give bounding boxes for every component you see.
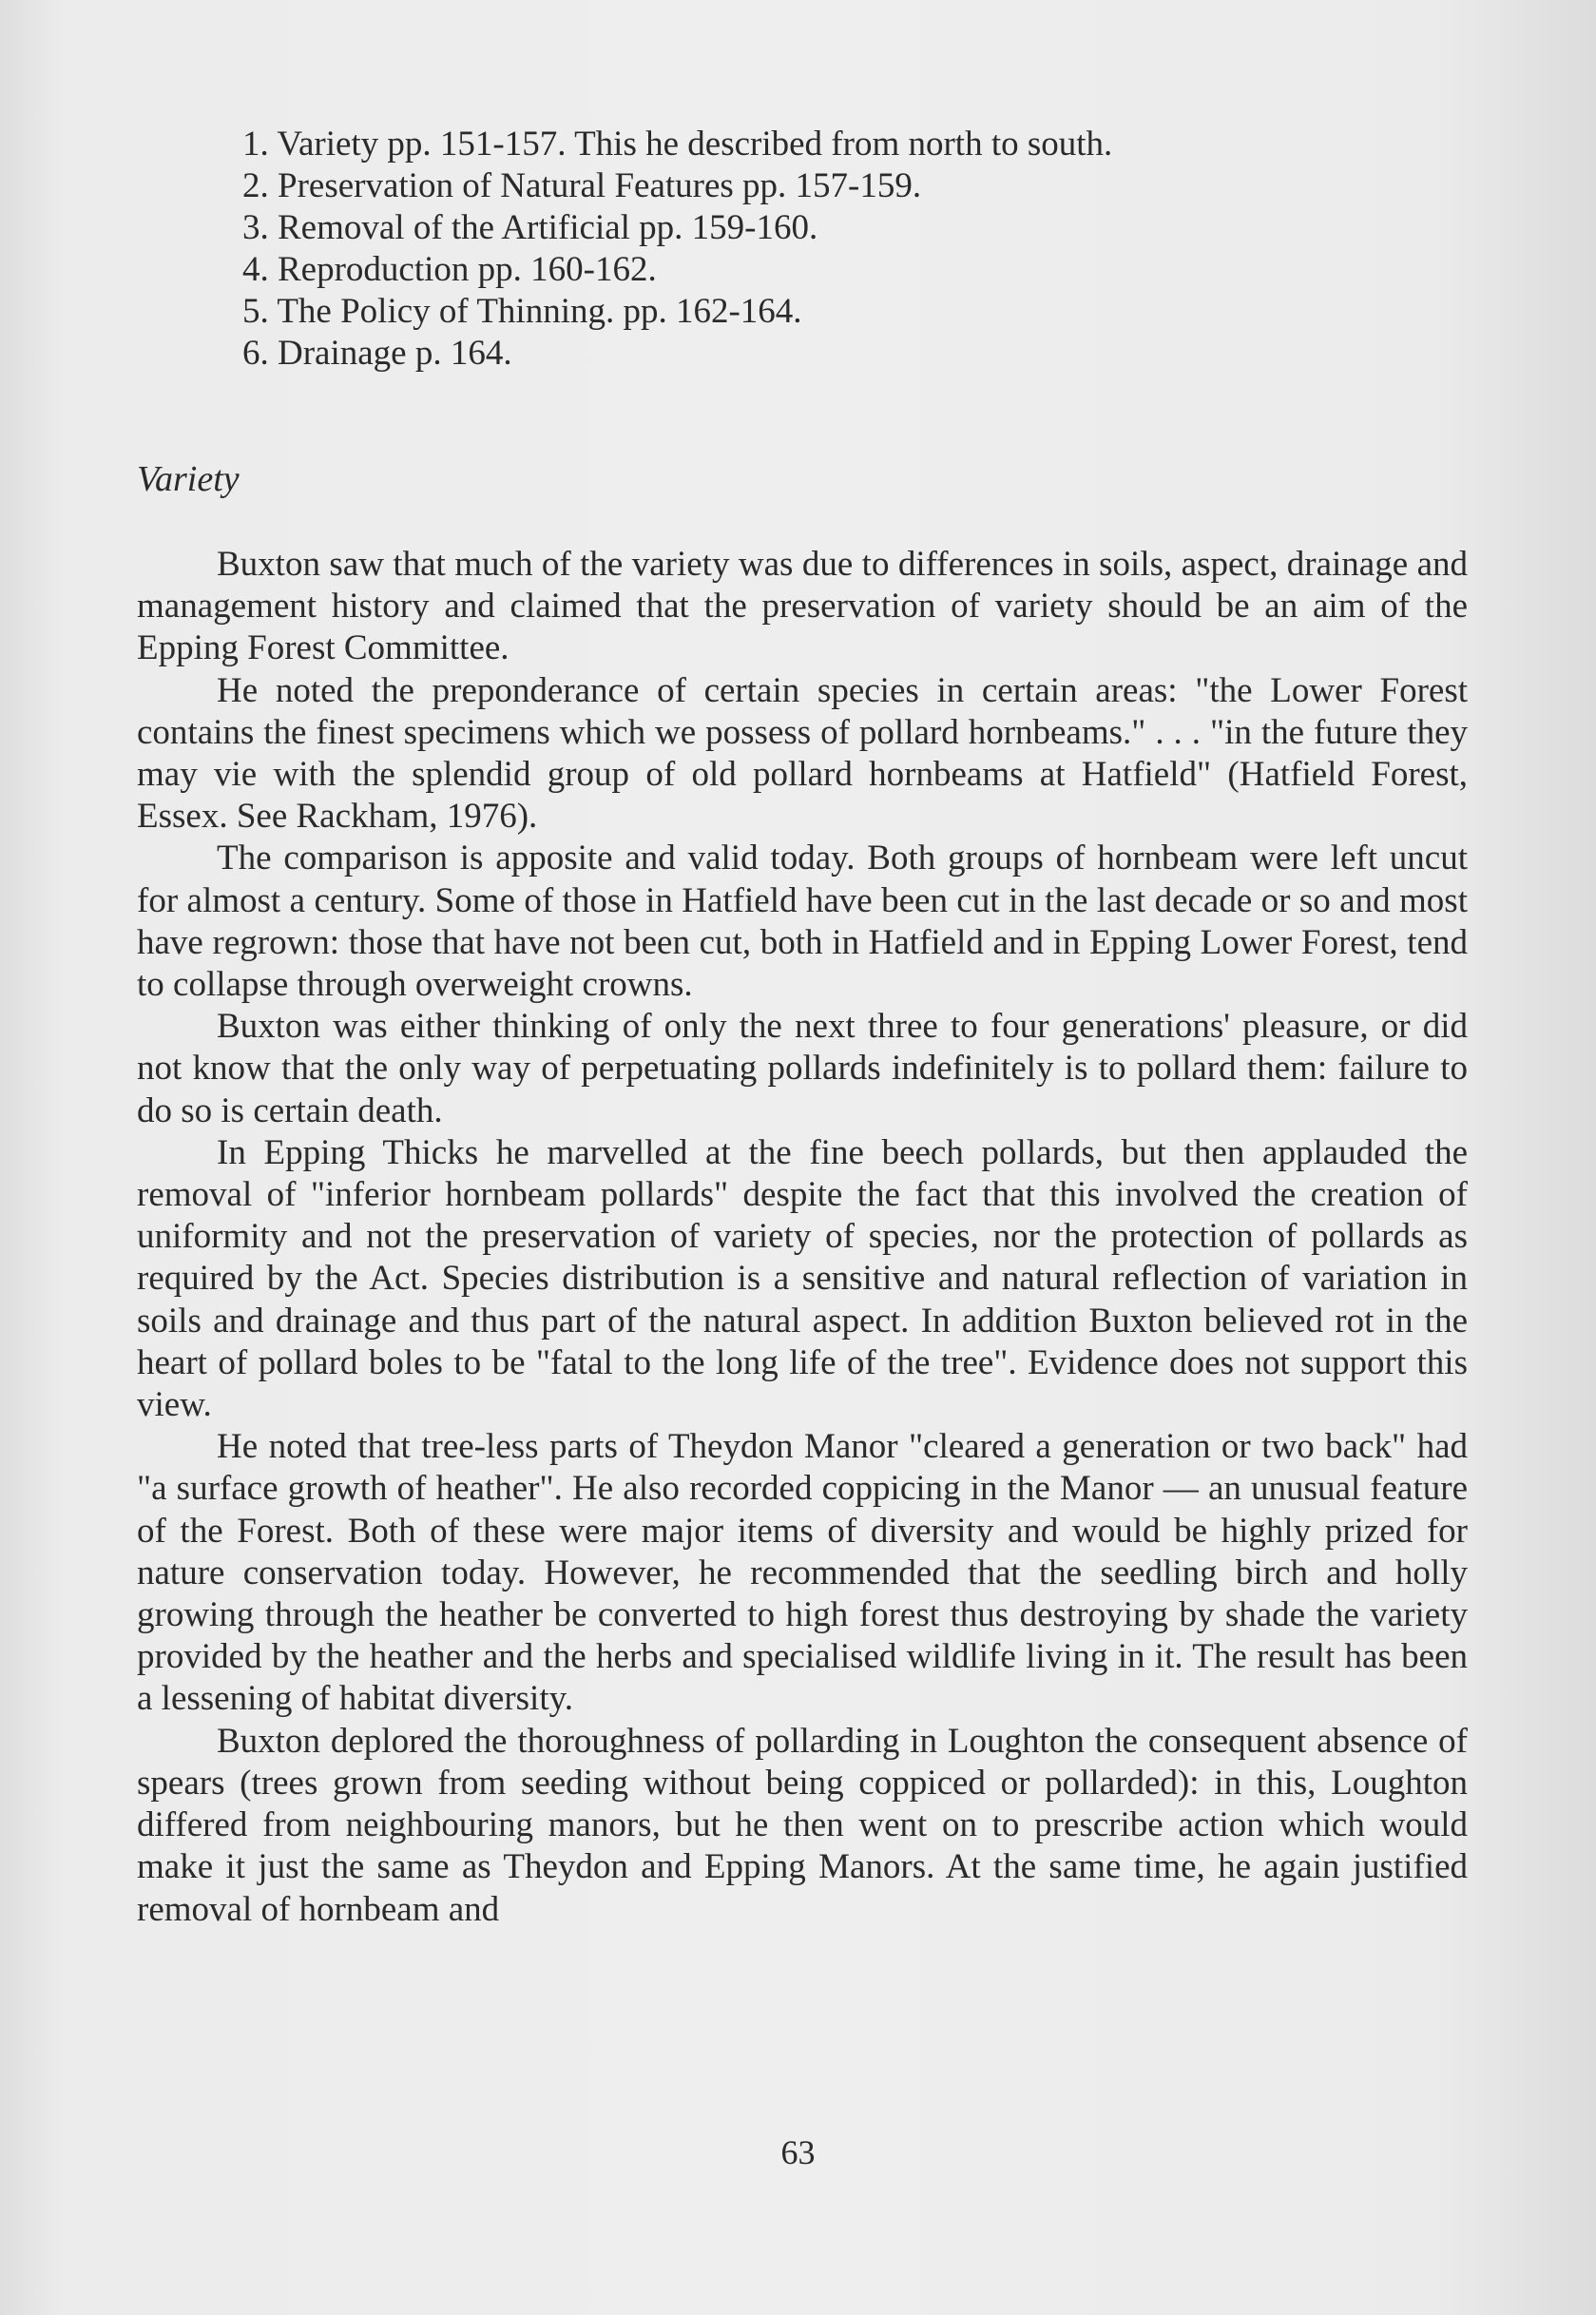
contents-item-removal: 3. Removal of the Artificial pp. 159-160. [242,208,818,247]
page-number: 63 [780,2133,816,2171]
paragraph: The comparison is apposite and valid today. Both groups of hornbeam were left uncut for almost a century. Some of those in Hatfield have been cut in the last decade or so and most have regrown: those that have not been cut, both in Hatfield and in Epping Lower Forest, tend to collapse through overweight crowns. [137,839,1468,1005]
contents-list [242,124,1112,375]
paragraph: He noted the preponderance of certain species in certain areas: "the Lower Forest contains the finest specimens which we possess of pollard hornbeams." . . . "in the future they may vie with the splendid group of old pollard hornbeams at Hatfield" (Hatfield Forest, Essex. See Rackham, 1976). [137,670,1468,837]
contents-item-thinning: 5. The Policy of Thinning. pp. 162-164. [242,292,802,331]
contents-item-variety: 1. Variety pp. 151-157. This he described from north to south. [242,125,1113,164]
section-heading: Variety [137,459,240,499]
contents-item-reproduction: 4. Reproduction pp. 160-162. [242,250,657,289]
paragraph: Buxton deplored the thoroughness of pollarding in Loughton the consequent absence of spears (trees grown from seeding without being coppiced or pollarded): in this, Loughton differed from neighbouring manors, but he then went on to prescribe action which would make it just the same as Theydon and Epping Manors. At the same time, he again justified removal of hornbeam and [137,1721,1468,1929]
contents-item-drainage: 6. Drainage p. 164. [242,334,512,373]
paragraph: Buxton was either thinking of only the next three to four generations' pleasure, or did not know that the only way of perpetuating pollards indefinitely is to pollard them: failure to do so is certain death. [137,1007,1468,1130]
body-text [137,544,1468,1931]
paragraph: He noted that tree-less parts of Theydon Manor "cleared a generation or two back" had "a surface growth of heather". He also recorded coppicing in the Manor — an unusual feature of the Forest. Both of these were major items of diversity and would be highly prized for nature conservation today. However, he recommended that the seedling birch and holly growing through the heather be converted to high forest thus destroying by shade the variety provided by the heather and the herbs and specialised wildlife living in it. The result has been a lessening of habitat diversity. [137,1427,1468,1719]
contents-item-preservation: 2. Preservation of Natural Features pp. 157-159. [242,166,922,205]
paragraph: In Epping Thicks he marvelled at the fine beech pollards, but then applauded the removal of "inferior hornbeam pollards" despite the fact that this involved the creation of uniformity and not the preservation of variety of species, nor the protection of pollards as required by the Act. Species distribution is a sensitive and natural reflection of variation in soils and drainage and thus part of the natural aspect. In addition Buxton believed rot in the heart of pollard boles to be "fatal to the long life of the tree". Evidence does not support this view. [137,1132,1468,1425]
paragraph: Buxton saw that much of the variety was due to differences in soils, aspect, drainage and management history and claimed that the preservation of variety should be an aim of the Epping Forest Committee. [137,545,1468,668]
